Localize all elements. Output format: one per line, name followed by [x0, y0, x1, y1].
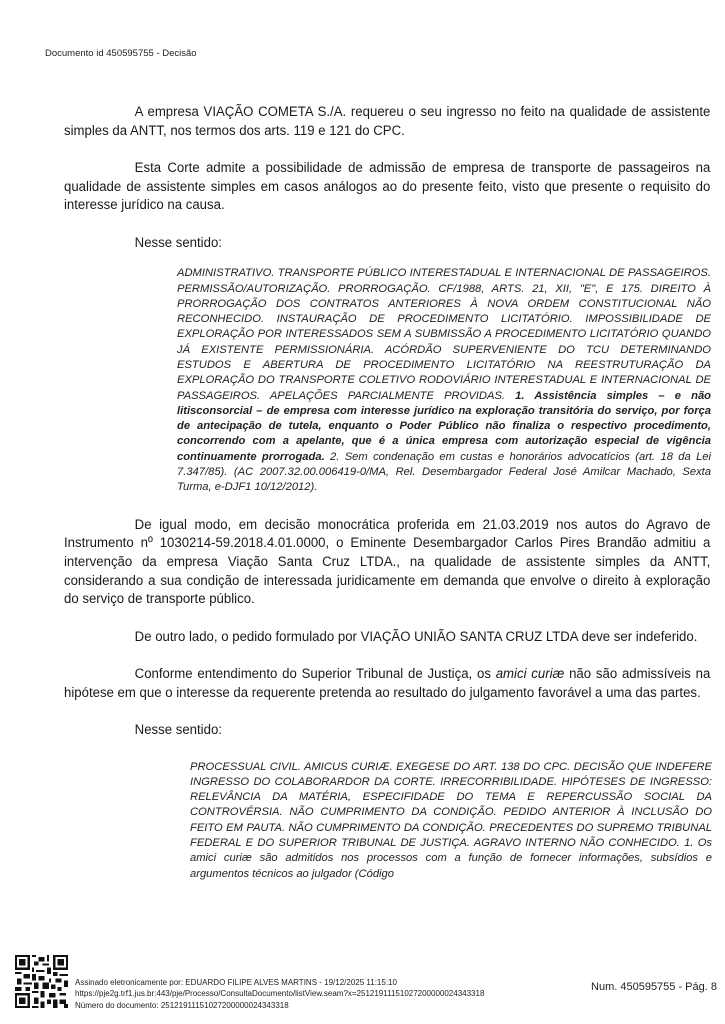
paragraph-corte-admite: Esta Corte admite a possibilidade de admissão de empresa de transporte de passageiros na qualidade de assistente simples em casos análogos ao do presente feito, visto que presente o requisito do interesse jurídico na causa. [64, 159, 711, 214]
citation-1-bold-holding: 1. Assistência simples – e não litisconsorcial – de empresa com interesse jurídico na exploração transitória do serviço, por força de antecipação de tutela, enquanto o Poder Público não finaliza o respectivo procedimento, concorrendo com a apelante, que é a única empresa com autorização especial de vigência continuamente prorrogada. [177, 389, 711, 463]
p6-text-end: não são admissíveis na hipótese em que o interesse da requerente pretenda ao resultado do julgamento favorável a uma das partes. [64, 665, 711, 701]
paragraph-conforme-entendimento [64, 665, 710, 702]
p6-text-start: Conforme entendimento do Superior Tribunal de Justiça, os [134, 665, 496, 682]
paragraph-nesse-sentido-2: Nesse sentido: [134, 721, 222, 738]
paragraph-de-outro-lado: De outro lado, o pedido formulado por VIAÇÃO UNIÃO SANTA CRUZ LTDA deve ser indeferido. [134, 628, 698, 645]
p6-amici-curiae: amici curiæ [495, 665, 565, 682]
citation-quote-1 [177, 266, 711, 495]
paragraph-viacao-cometa: A empresa VIAÇÃO COMETA S./A. requereu o seu ingresso no feito na qualidade de assistente simples da ANTT, nos termos dos arts. 119 e 121 do CPC. [64, 104, 711, 139]
page-number: Num. 450595755 - Pág. 8 [591, 981, 717, 993]
citation-1-headnote: ADMINISTRATIVO. TRANSPORTE PÚBLICO INTERESTADUAL E INTERNACIONAL DE PASSAGEIROS. PERMISSÃO/AUTORIZAÇÃO. PRORROGAÇÃO. CF/1988, ARTS. 21, XII, "E", E 175. DIREITO À PRORROGAÇÃO DOS CONTRATOS ANTERIORES À NOVA ORDEM CONSTITUCIONAL NÃO RECONHECIDO. INSTAURAÇÃO DE PROCEDIMENTO LICITATÓRIO. IMPOSSIBILIDADE DE EXPLORAÇÃO POR INTERESSADOS SEM A SUBMISSÃO A PROCEDIMENTO LICITATÓRIO QUANDO JÁ EXISTENTE PERMISSIONÁRIA. ACÓRDÃO SUPERVENIENTE DO TCU DETERMINANDO ESTUDOS E ABERTURA DE PROCEDIMENTO LICITATÓRIO NA REESTRUTURAÇÃO DA EXPLORAÇÃO DO TRANSPORTE COLETIVO RODOVIÁRIO INTERESTADUAL E INTERNACIONAL DE PASSAGEIROS. APELAÇÕES PARCIALMENTE PROVIDAS. [177, 267, 711, 402]
signature-block [75, 977, 484, 1011]
document-number: Número do documento: 25121911151027200000024343318 [75, 1000, 289, 1010]
document-body [64, 103, 710, 898]
citation-1-reference: 2. Sem condenação em custas e honorários advocatícios (art. 18 da Lei 7.347/85). (AC 2007.32.00.006419-0/MA, Rel. Desembargador Federal José Amilcar Machado, Sexta Turma, e-DJF1 10/12/2012). [177, 450, 711, 494]
citation-quote-2: PROCESSUAL CIVIL. AMICUS CURIÆ. EXEGESE DO ART. 138 DO CPC. DECISÃO QUE INDEFERE INGRESSO DO COLABORARDOR DA CORTE. IRRECORRIBILIDADE. HIPÓTESES DE INGRESSO: RELEVÂNCIA DA MATÉRIA, ESPECIFIDADE DO TEMA E REPERCUSSÃO SOCIAL DA CONTROVÉRSIA. NÃO CUMPRIMENTO DA CONDIÇÃO. PEDIDO ANTERIOR À INCLUSÃO DO FEITO EM PAUTA. NÃO CUMPRIMENTO DA CONDIÇÃO. PRECEDENTES DO SUPREMO TRIBUNAL FEDERAL E DO SUPERIOR TRIBUNAL DE JUSTIÇA. AGRAVO INTERNO NÃO CONHECIDO. 1. Os amici curiæ são admitidos nos processos com a função de fornecer informações, subsídios e argumentos técnicos ao julgador (Código [190, 760, 712, 880]
document-id-header: Documento id 450595755 - Decisão [45, 48, 197, 59]
qr-code-icon [15, 955, 68, 1008]
document-url-link[interactable]: https://pje2g.trf1.jus.br:443/pje/Processo/ConsultaDocumento/listView.seam?x=25121911151027200000024343318 [75, 989, 485, 999]
signed-by-text: Assinado eletronicamente por: EDUARDO FILIPE ALVES MARTINS - 19/12/2025 11:15:10 [75, 978, 397, 987]
paragraph-de-igual-modo: De igual modo, em decisão monocrática proferida em 21.03.2019 nos autos do Agravo de Instrumento nº 1030214-59.2018.4.01.0000, o Eminente Desembargador Carlos Pires Brandão admitiu a intervenção da empresa Viação Santa Cruz LTDA., na qualidade de assistente simples da ANTT, considerando a sua condição de interessada juridicamente em demanda que envolve o direito à exploração do serviço de transporte público. [64, 516, 711, 608]
paragraph-nesse-sentido-1: Nesse sentido: [134, 234, 222, 251]
